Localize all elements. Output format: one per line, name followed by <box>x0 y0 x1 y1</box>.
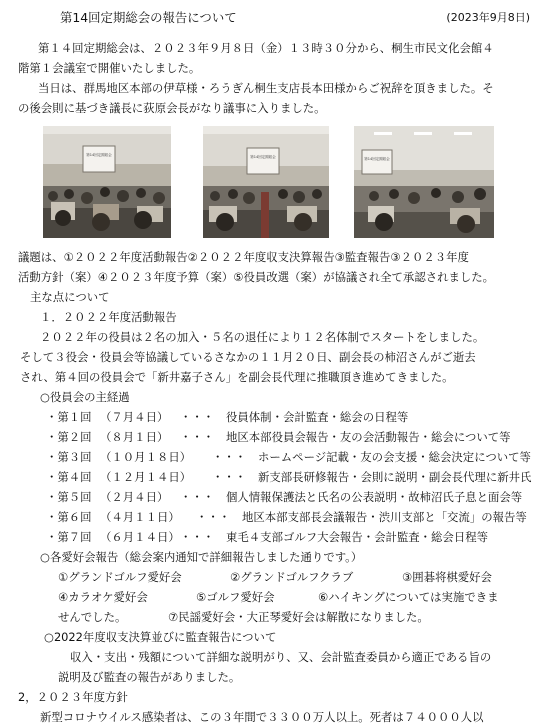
page-title: 第14回定期総会の報告について <box>60 10 237 25</box>
club-item: ④カラオケ愛好会 <box>58 590 148 604</box>
meeting-dots: ・・・ <box>212 470 247 484</box>
meeting-desc: 役員体制・会計監査・総会の日程等 <box>226 410 409 424</box>
meeting-desc: ホームページ記載・友の会支援・総会決定について等 <box>258 450 531 464</box>
meeting-dots: ・・・ <box>180 410 215 424</box>
intro-line: 当日は、群馬地区本部の伊草様・ろうぎん桐生支店長本田様からご祝辞を頂きました。そ <box>38 81 494 95</box>
meeting-dots: ・・・ <box>180 530 215 544</box>
meeting-desc: 地区本部役員会報告・友の会活動報告・総会について等 <box>226 430 511 444</box>
committee-heading: ○役員会の主経過 <box>40 390 130 404</box>
banner-caption: 第14回定期総会 <box>86 153 112 157</box>
clubs-heading: ○各愛好会報告（総会案内通知で詳細報告しました通りです。） <box>40 550 363 564</box>
header <box>60 8 530 28</box>
meeting-date: （４月１１日） <box>100 510 180 524</box>
banner-caption: 第14回定期総会 <box>364 157 390 161</box>
banner-caption: 第14回定期総会 <box>250 155 276 159</box>
section1-title: １．２０２２年度活動報告 <box>40 310 177 324</box>
section1-line: そして３役会・役員会等協議しているさなかの１１月２０日、副会長の柿沼さんがご逝去 <box>20 350 476 364</box>
meeting-no: ・第６回 <box>46 510 92 524</box>
club-item: ①グランドゴルフ愛好会 <box>58 570 182 584</box>
club-item: ⑤ゴルフ愛好会 <box>196 590 275 604</box>
club-item: ③囲碁将棋愛好会 <box>402 570 492 584</box>
club-note: せんでした。 <box>58 610 127 624</box>
meeting-no: ・第２回 <box>46 430 92 444</box>
intro-line: 第１４回定期総会は、２０２３年９月８日（金）１３時３０分から、桐生市民文化会館４ <box>38 41 494 55</box>
meeting-date: （１０月１８日） <box>100 450 192 464</box>
section2-line: 新型コロナウイルス感染者は、この３年間で３３００万人以上。死者は７４０００人以 <box>40 710 484 724</box>
meeting-dots: ・・・ <box>180 490 215 504</box>
meeting-dots: ・・・ <box>212 450 247 464</box>
agenda-line: 活動方針（案）④２０２３年度予算（案）⑤役員改選（案）が協議され全て承認されました。 <box>18 270 495 284</box>
club-item: ⑦民謡愛好会・大正琴愛好会は解散になりました。 <box>168 610 429 624</box>
section1-line: ２０２２年の役員は２名の加入・５名の退任により１２名体制でスタートをしました。 <box>40 330 485 344</box>
meeting-date: （７月４日） <box>100 410 169 424</box>
meeting-date: （１２月１４日） <box>100 470 192 484</box>
audit-line: 説明及び監査の報告がありました。 <box>58 670 241 684</box>
meeting-list <box>0 407 550 547</box>
meeting-no: ・第３回 <box>46 450 92 464</box>
meeting-date: （６月１４日） <box>100 530 180 544</box>
meeting-desc: 新支部長研修報告・会則に説明・副会長代理に新井氏 <box>258 470 532 484</box>
meeting-no: ・第１回 <box>46 410 92 424</box>
meeting-date: （８月１日） <box>100 430 169 444</box>
meeting-no: ・第４回 <box>46 470 92 484</box>
main-points-heading: 主な点について <box>30 290 110 304</box>
meeting-photo <box>203 126 329 238</box>
meeting-desc: 地区本部支部長会議報告・渋川支部と「交流」の報告等 <box>242 510 527 524</box>
club-item: ②グランドゴルフクラブ <box>230 570 354 584</box>
meeting-photo <box>43 126 171 238</box>
intro-line: 階第１会議室で開催いたしました。 <box>18 61 201 75</box>
club-item: ⑥ハイキングについては実施できま <box>318 590 499 604</box>
section2-title: 2，２０２３年度方針 <box>18 690 128 704</box>
meeting-dots: ・・・ <box>180 430 215 444</box>
intro-line: の後会則に基づき議長に荻原会長がなり議事に入りました。 <box>18 101 326 115</box>
meeting-dots: ・・・ <box>196 510 231 524</box>
meeting-no: ・第５回 <box>46 490 92 504</box>
photo-strip <box>40 126 500 238</box>
meeting-desc: 個人情報保護法と氏名の公表説明・故柿沼氏子息と面会等 <box>226 490 523 504</box>
meeting-no: ・第７回 <box>46 530 92 544</box>
audit-heading: ○2022年度収支決算並びに監査報告について <box>44 630 277 644</box>
meeting-desc: 東毛４支部ゴルフ大会報告・会計監査・総会日程等 <box>226 530 488 544</box>
section1-line: され、第４回の役員会で「新井嘉子さん」を副会長代理に推職頂き進めてきました。 <box>20 370 454 384</box>
audit-line: 収入・支出・残額について詳細な説明がり、又、会計監査委員から適正である旨の <box>70 650 492 664</box>
meeting-date: （２月４日） <box>100 490 169 504</box>
meeting-photo <box>354 126 494 238</box>
report-date: (2023年9月8日) <box>446 11 530 24</box>
agenda-line: 議題は、①２０２２年度活動報告②２０２２年度収支決算報告③監査報告③２０２３年度 <box>18 250 469 264</box>
